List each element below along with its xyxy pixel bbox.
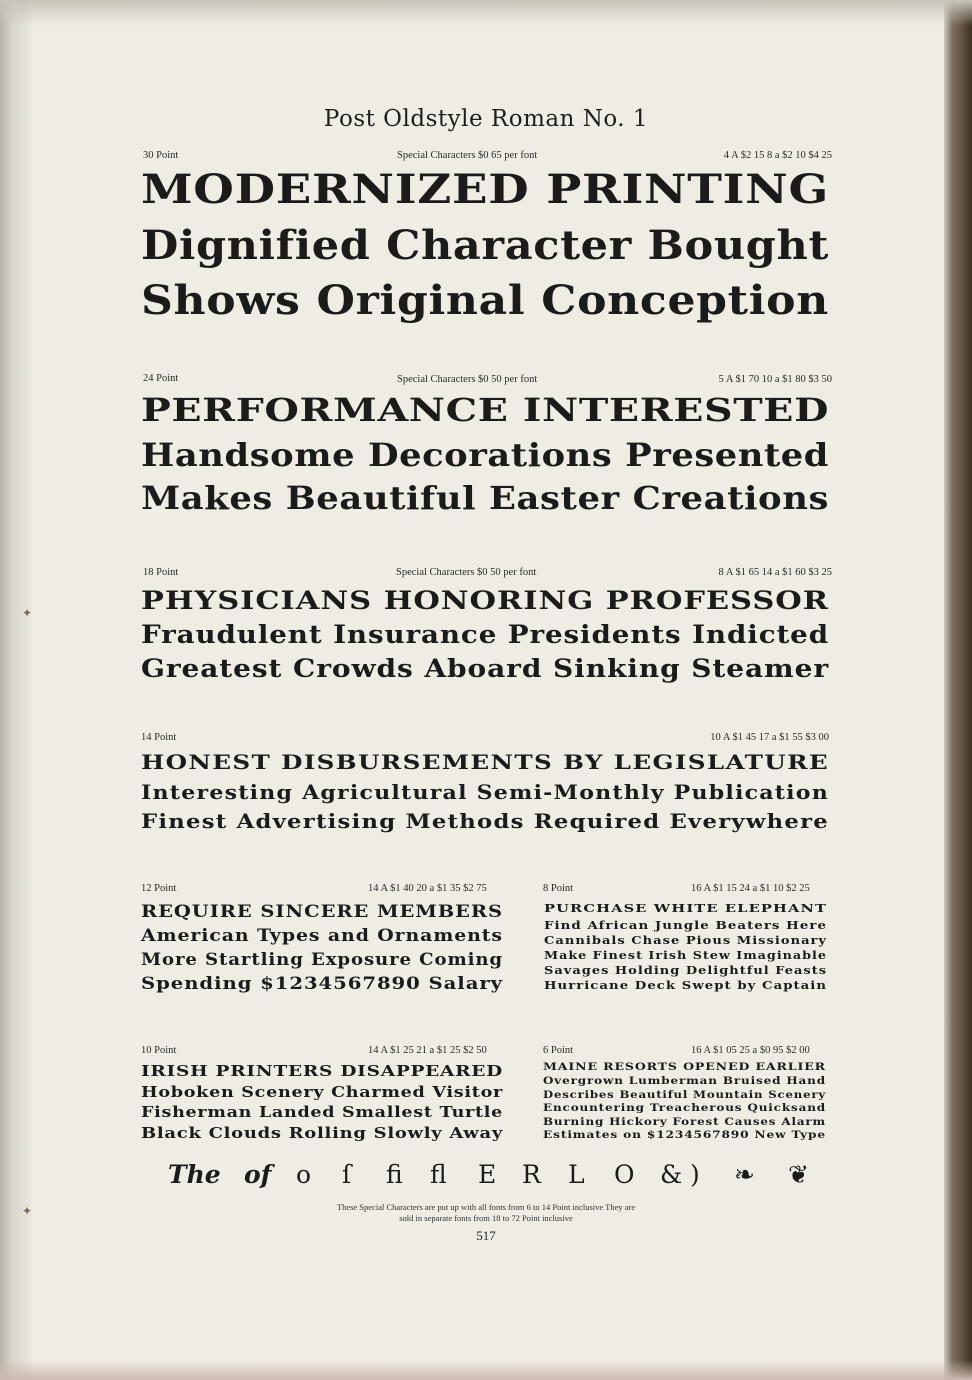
specimen-line: Dignified Character Bought: [141, 222, 829, 269]
special-characters-price: Special Characters $0 65 per font: [397, 150, 538, 161]
special-char-paren: ): [690, 1160, 700, 1189]
specimen-line: Burning Hickory Forest Causes Alarm: [543, 1117, 826, 1128]
specimen-line: Find African Jungle Beaters Here: [544, 918, 828, 932]
flower-ornament-icon: ❦: [788, 1160, 809, 1189]
specimen-line: More Startling Exposure Coming: [141, 950, 503, 969]
point-size-label: 18 Point: [143, 567, 179, 578]
specimen-line: Black Clouds Rolling Slowly Away: [141, 1124, 503, 1142]
specimen-line: PERFORMANCE INTERESTED: [141, 391, 830, 429]
specimen-line: IRISH PRINTERS DISAPPEARED: [141, 1062, 504, 1080]
point-size-label: 12 Point: [141, 883, 177, 894]
special-char-o-large: O: [614, 1160, 635, 1189]
special-char-l: L: [568, 1160, 585, 1189]
special-characters-row: [160, 1160, 840, 1194]
specimen-line: Savages Holding Delightful Feasts: [544, 963, 828, 977]
page-number: 517: [476, 1228, 496, 1243]
specimen-line: Spending $1234567890 Salary: [141, 974, 504, 993]
special-char-the: The: [168, 1160, 221, 1189]
specimen-line: American Types and Ornaments: [141, 926, 503, 945]
font-price: 14 A $1 25 21 a $1 25 $2 50: [368, 1045, 487, 1056]
specimen-line: MODERNIZED PRINTING: [141, 166, 830, 213]
specimen-line: MAINE RESORTS OPENED EARLIER: [543, 1062, 827, 1073]
page-title: Post Oldstyle Roman No. 1: [323, 106, 649, 132]
font-price: 8 A $1 65 14 a $1 60 $3 25: [718, 567, 832, 578]
specimen-line: Handsome Decorations Presented: [141, 436, 830, 474]
footnote: [0, 1202, 972, 1224]
specimen-line: PHYSICIANS HONORING PROFESSOR: [141, 586, 829, 615]
specimen-line: Interesting Agricultural Semi-Monthly Publication: [141, 780, 829, 804]
special-char-r: R: [522, 1160, 541, 1189]
point-size-label: 10 Point: [141, 1045, 177, 1056]
font-price: 16 A $1 05 25 a $0 95 $2 00: [691, 1045, 810, 1056]
specimen-line: Makes Beautiful Easter Creations: [141, 479, 830, 517]
font-price: 16 A $1 15 24 a $1 10 $2 25: [691, 883, 810, 894]
font-price: 4 A $2 15 8 a $2 10 $4 25: [723, 150, 832, 161]
specimen-line: Encountering Treacherous Quicksand: [543, 1103, 826, 1114]
specimen-line: Fraudulent Insurance Presidents Indicted: [141, 620, 829, 649]
specimen-line: Overgrown Lumberman Bruised Hand: [543, 1076, 826, 1087]
specimen-line: REQUIRE SINCERE MEMBERS: [141, 902, 504, 921]
special-char-of: of: [244, 1160, 272, 1189]
page-gutter: [0, 0, 32, 1380]
specimen-line: Fisherman Landed Smallest Turtle: [141, 1103, 504, 1121]
specimen-line: Make Finest Irish Stew Imaginable: [544, 948, 827, 962]
point-size-label: 14 Point: [141, 732, 177, 743]
binding-thread-mark: ✦: [22, 1204, 33, 1218]
specimen-line: Shows Original Conception: [141, 277, 829, 324]
specimen-line: HONEST DISBURSEMENTS BY LEGISLATURE: [141, 750, 830, 774]
footnote-line: These Special Characters are put up with all fonts from 6 to 14 Point inclusive They are: [336, 1202, 636, 1212]
specimen-line: PURCHASE WHITE ELEPHANT: [544, 901, 827, 915]
font-price: 10 A $1 45 17 a $1 55 $3 00: [710, 732, 829, 743]
book-edge: [944, 0, 972, 1380]
footnote-line: sold in separate fonts from 18 to 72 Point inclusive: [399, 1213, 573, 1223]
special-char-o: o: [296, 1160, 312, 1189]
special-characters-price: Special Characters $0 50 per font: [397, 374, 538, 385]
specimen-line: Cannibals Chase Pious Missionary: [544, 933, 828, 947]
specimen-line: Hoboken Scenery Charmed Visitor: [141, 1083, 504, 1101]
point-size-label: 30 Point: [143, 150, 179, 161]
point-size-label: 8 Point: [543, 883, 574, 894]
font-price: 5 A $1 70 10 a $1 80 $3 50: [718, 374, 832, 385]
leaf-ornament-icon: ❧: [734, 1160, 755, 1189]
specimen-line: Estimates on $1234567890 New Type: [543, 1130, 827, 1141]
special-char-fl: ﬂ: [430, 1160, 447, 1189]
specimen-line: Describes Beautiful Mountain Scenery: [543, 1090, 827, 1101]
page-top-edge: [0, 0, 972, 26]
font-price: 14 A $1 40 20 a $1 35 $2 75: [368, 883, 487, 894]
page-bottom-edge: [0, 1360, 972, 1380]
special-characters-price: Special Characters $0 50 per font: [396, 567, 537, 578]
specimen-line: Finest Advertising Methods Required Everywhere: [141, 809, 830, 833]
special-char-fi: ﬁ: [386, 1160, 403, 1189]
point-size-label: 24 Point: [143, 373, 179, 384]
special-char-e: E: [478, 1160, 497, 1189]
special-char-long-s: ſ: [342, 1160, 352, 1189]
specimen-line: Hurricane Deck Swept by Captain: [544, 978, 828, 992]
special-char-ampersand: &: [660, 1160, 683, 1189]
binding-thread-mark: ✦: [22, 606, 33, 620]
point-size-label: 6 Point: [543, 1045, 574, 1056]
specimen-line: Greatest Crowds Aboard Sinking Steamer: [141, 654, 830, 683]
